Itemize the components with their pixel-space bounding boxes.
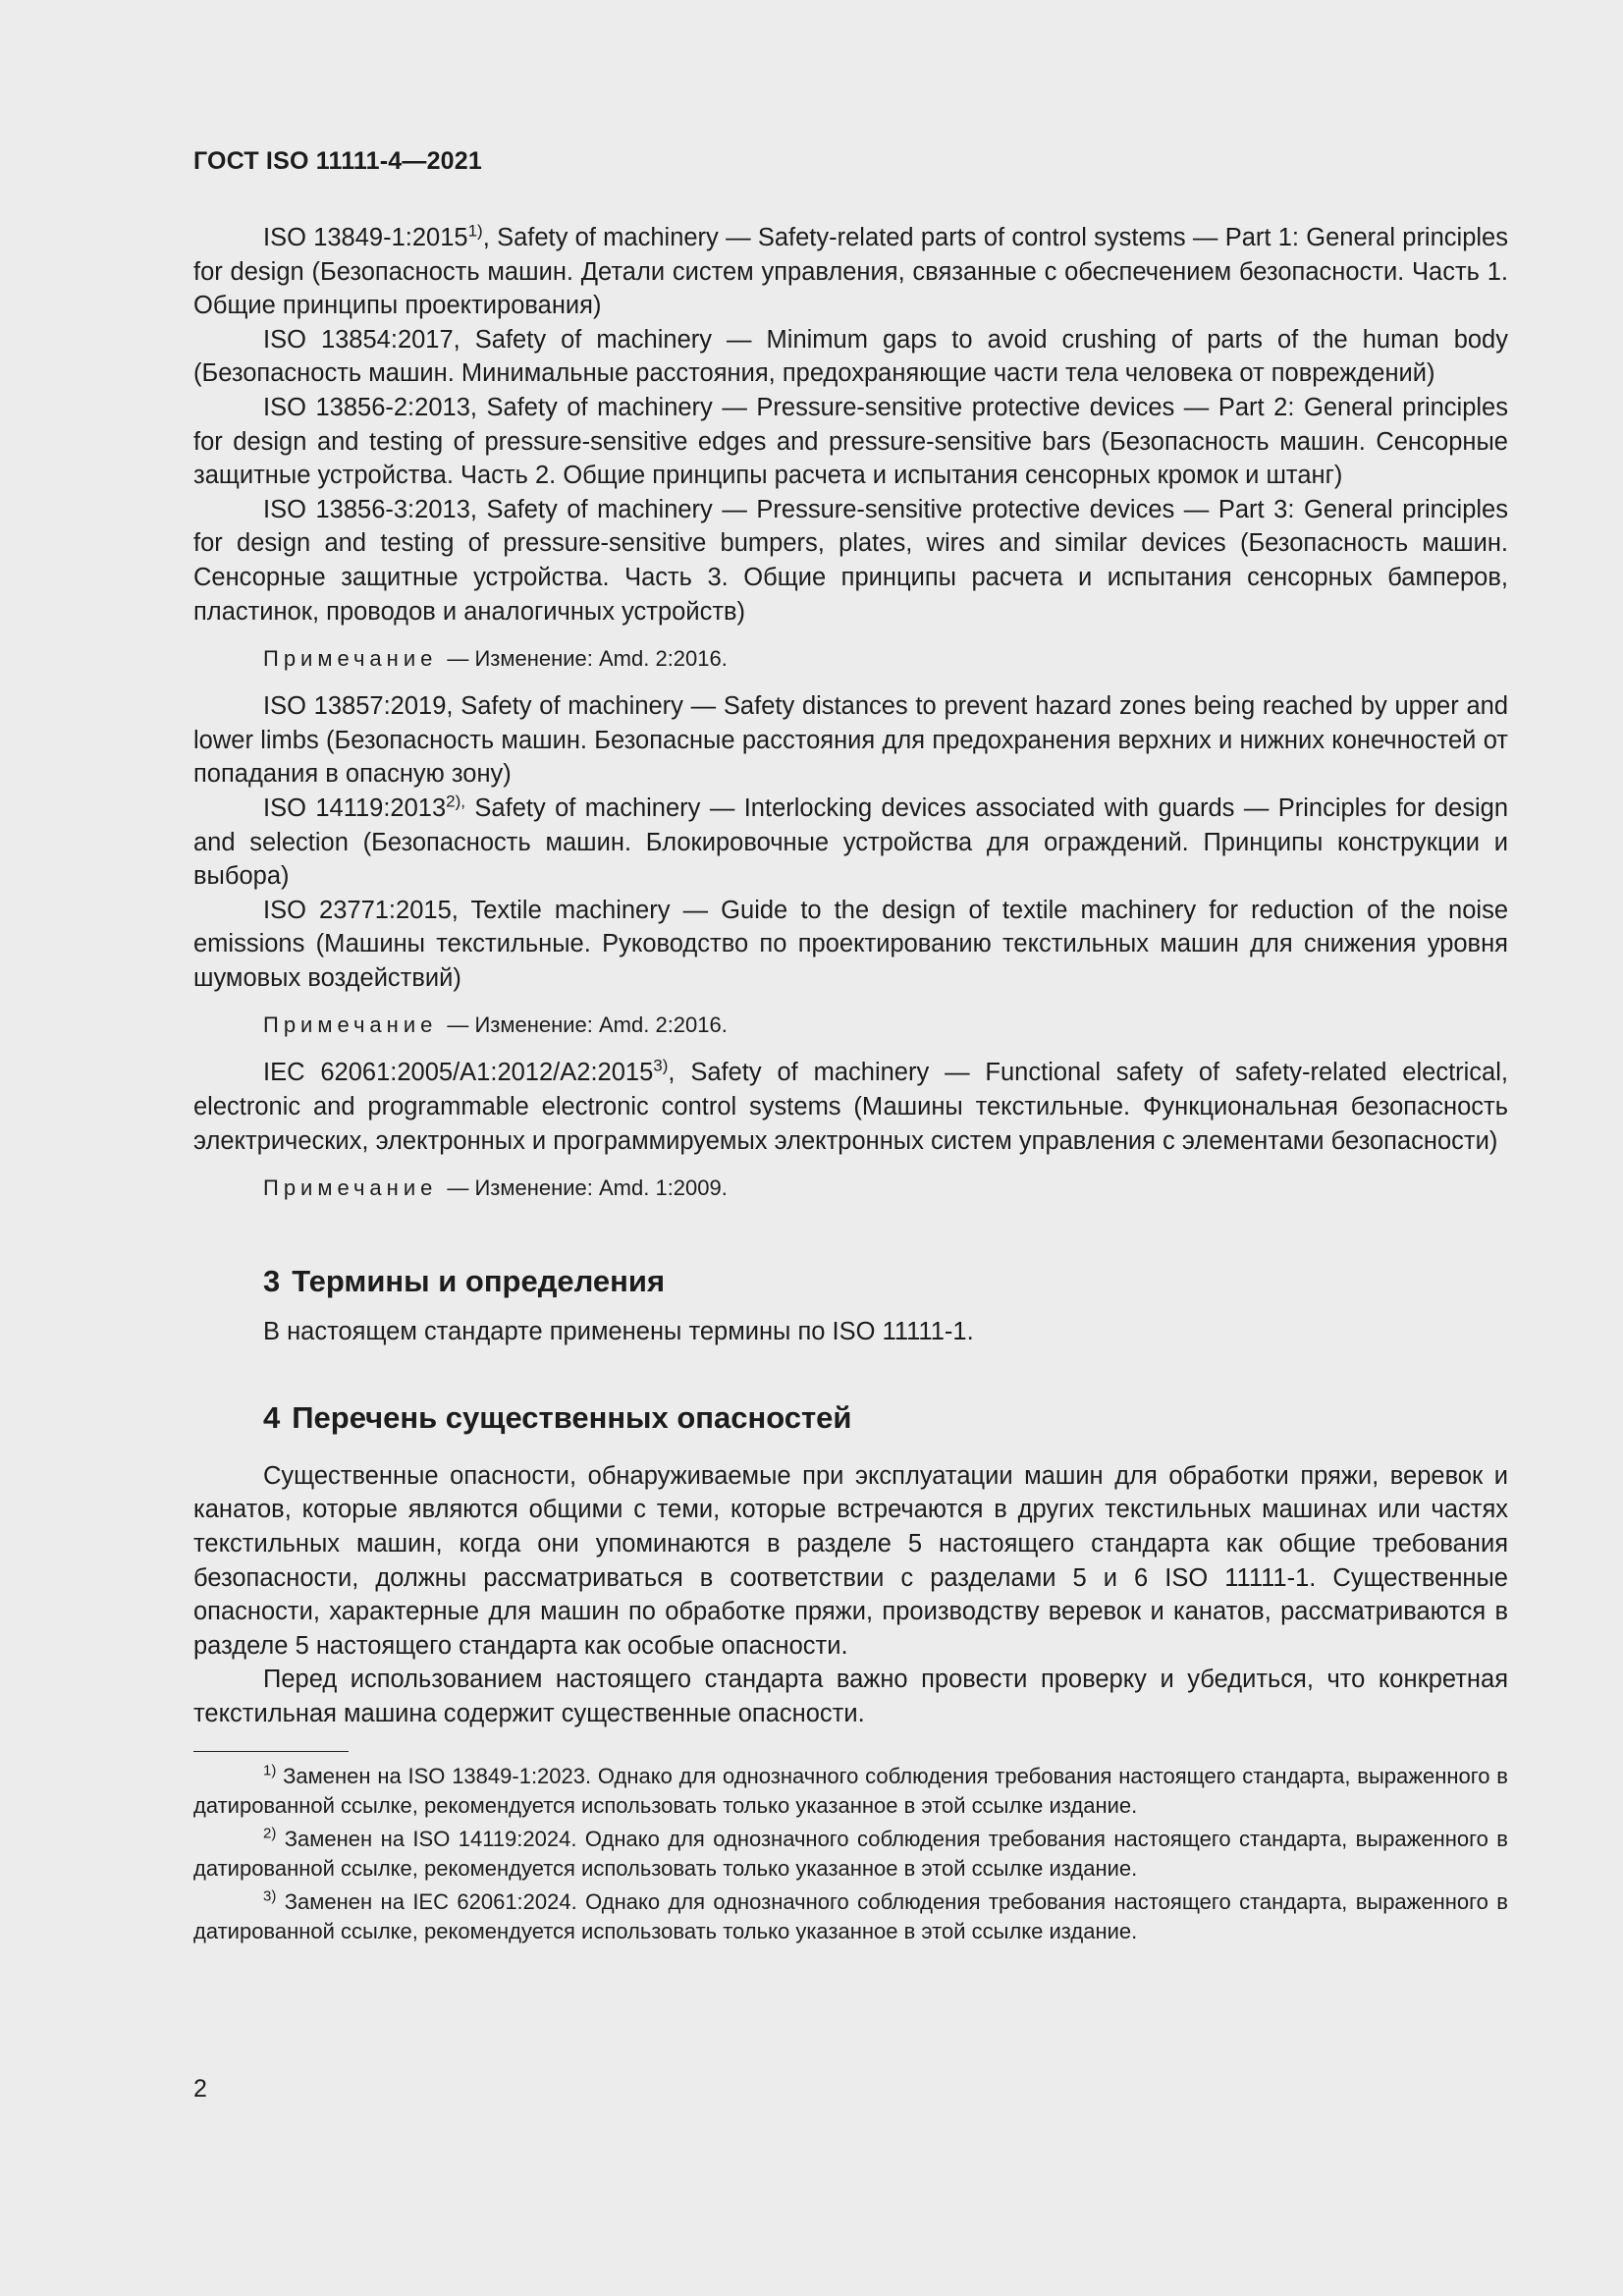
section-paragraph: Перед использованием настоящего стандарта важно провести проверку и убедиться, что конкретная текстильная машина содержит существенные опасности.	[193, 1666, 1508, 1727]
footnote	[193, 1762, 1508, 1821]
section-title: Термины и определения	[292, 1264, 666, 1299]
reference-code: ISO 13857:2019	[263, 692, 447, 721]
footnote-mark: 3)	[263, 1887, 277, 1905]
reference-text: Safety of machinery — Interlocking devices associated with guards — Principles for design and selection (Безопасность машин. Блокировочные устройства для ограждений. Принципы конструкции и выбора)	[193, 793, 1508, 891]
footnote-mark: 2)	[263, 1825, 277, 1842]
footnote-text: Заменен на ISO 14119:2024. Однако для однозначного соблюдения требования настоящего стандарта, выраженного в датированной ссылке, рекомендуется использовать только указанное в этой ссылке издание.	[193, 1826, 1508, 1881]
section-paragraph: В настоящем стандарте применены термины по ISO 11111-1.	[263, 1318, 974, 1346]
reference-text: , Safety of machinery — Functional safety of safety-related electrical, electronic and programmable electronic control systems (Машины текстильные. Функциональная безопасность электрических, электронных и программируемых электронных систем управления с элементами безопасности)	[193, 1059, 1508, 1155]
note	[263, 1011, 1508, 1040]
footnote-mark: 1)	[263, 1762, 277, 1779]
reference-code: IEC 62061:2005/A1:2012/A2:2015	[263, 1059, 654, 1087]
reference-code: ISO 13849-1:2015	[263, 224, 468, 251]
reference-code: ISO 13856-3:2013	[263, 495, 470, 523]
note-label: Примечание	[263, 646, 438, 672]
reference-item	[193, 1056, 1508, 1158]
note-text: — Изменение: Amd. 2:2016.	[447, 1012, 728, 1038]
section-paragraph: Существенные опасности, обнаруживаемые при эксплуатации машин для обработки пряжи, веревок и канатов, которые являются общими с теми, которые встречаются в других текстильных машинах или частях текстильных машин, когда они упоминаются в разделе 5 настоящего стандарта как общие требования безопасности, должны рассматриваться в соответствии с разделами 5 и 6 ISO 11111-1. Существенные опасности, характерные для машин по обработке пряжи, производству веревок и канатов, рассматриваются в разделе 5 настоящего стандарта как особые опасности.	[193, 1461, 1508, 1660]
reference-text: , Safety of machinery — Safety distances to prevent hazard zones being reached by upper and lower limbs (Безопасность машин. Безопасные расстояния для предохранения верхних и нижних конечностей от попадания в опасную зону)	[193, 692, 1509, 789]
footnote	[193, 1887, 1508, 1946]
document-body	[193, 221, 1508, 1950]
footnote-divider	[193, 1751, 349, 1752]
reference-code: ISO 14119:2013	[263, 793, 447, 822]
footnote-marker[interactable]: 1)	[467, 221, 483, 241]
note	[263, 644, 1508, 674]
note-text: — Изменение: Amd. 1:2009.	[447, 1175, 728, 1201]
reference-text: , Safety of machinery — Pressure-sensitive protective devices — Part 3: General principles for design and testing of pressure-sensitive bumpers, plates, wires and similar devices (Безопасность машин. Сенсорные защитные устройства. Часть 3. Общие принципы расчета и испытания сенсорных бамперов, пластинок, проводов и аналогичных устройств)	[193, 495, 1508, 626]
reference-item	[193, 221, 1508, 323]
reference-item	[193, 894, 1508, 996]
reference-text: , Safety of machinery — Safety-related parts of control systems — Part 1: General principles for design (Безопасность машин. Детали систем управления, связанные с обеспечением безопасности. Часть 1. Общие принципы проектирования)	[193, 224, 1508, 320]
reference-item	[193, 391, 1508, 493]
reference-item	[193, 689, 1508, 792]
reference-code: ISO 23771:2015	[263, 896, 452, 924]
section-number: 4	[263, 1399, 281, 1435]
reference-item	[193, 792, 1508, 894]
note	[263, 1174, 1508, 1203]
note-text: — Изменение: Amd. 2:2016.	[447, 646, 728, 672]
section-number: 3	[263, 1264, 281, 1299]
document-header: ГОСТ ISO 11111-4—2021	[193, 147, 482, 175]
note-label: Примечание	[263, 1175, 438, 1201]
section-title: Перечень существенных опасностей	[292, 1399, 852, 1435]
reference-item	[193, 323, 1508, 391]
reference-text: , Textile machinery — Guide to the design of textile machinery for reduction of the noise emissions (Машины текстильные. Руководство по проектированию текстильных машин для снижения уровня шумовых воздействий)	[193, 896, 1509, 992]
footnote-marker[interactable]: 3)	[653, 1056, 669, 1075]
page-number: 2	[193, 2075, 207, 2103]
footnote-marker[interactable]: 2),	[446, 792, 466, 811]
reference-text: , Safety of machinery — Pressure-sensitive protective devices — Part 2: General principles for design and testing of pressure-sensitive edges and pressure-sensitive bars (Безопасность машин. Сенсорные защитные устройства. Часть 2. Общие принципы расчета и испытания сенсорных кромок и штанг)	[193, 393, 1508, 490]
note-label: Примечание	[263, 1012, 438, 1038]
reference-code: ISO 13856-2:2013	[263, 393, 470, 421]
reference-code: ISO 13854:2017	[263, 325, 454, 354]
footnote-text: Заменен на ISO 13849-1:2023. Однако для однозначного соблюдения требования настоящего стандарта, выраженного в датированной ссылке, рекомендуется использовать только указанное в этой ссылке издание.	[193, 1763, 1508, 1818]
footnote	[193, 1825, 1508, 1884]
reference-item	[193, 493, 1508, 629]
section-heading	[263, 1262, 1508, 1301]
section-heading	[263, 1398, 1508, 1438]
footnote-text: Заменен на IEC 62061:2024. Однако для однозначного соблюдения требования настоящего стандарта, выраженного в датированной ссылке, рекомендуется использовать только указанное в этой ссылке издание.	[193, 1888, 1508, 1943]
reference-text: , Safety of machinery — Minimum gaps to avoid crushing of parts of the human body (Безопасность машин. Минимальные расстояния, предохраняющие части тела человека от повреждений)	[193, 325, 1508, 388]
